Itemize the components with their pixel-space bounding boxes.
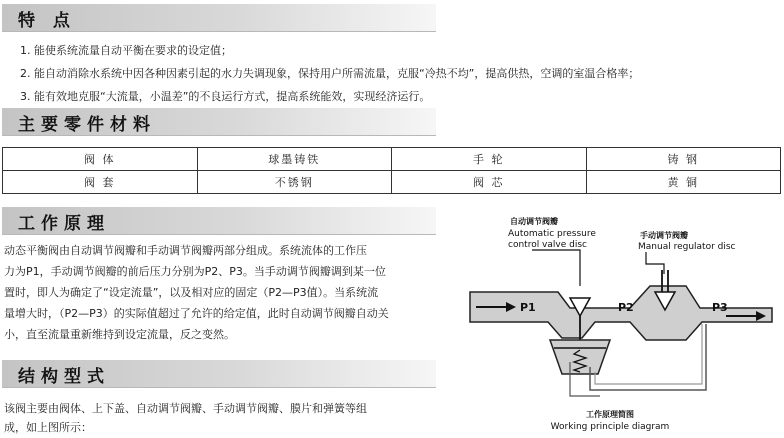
table-cell: 手 轮 [392,148,587,171]
table-cell: 不锈钢 [197,171,392,194]
working-principle-diagram [450,212,780,434]
principle-line-4: 量增大时，（P2—P3）的实际值超过了允许的给定值，此时自动调节阀瓣自动关 [4,307,389,320]
principle-line-3: 置时，即人为确定了“设定流量”，以及相对应的固定（P2—P3值）。当系统流 [4,286,379,299]
diagram-caption-en: Working principle diagram [550,422,670,432]
auto-disc-label-en-2: control valve disc [508,240,587,250]
table-cell: 黄 铜 [586,171,781,194]
feature-item-2: 2. 能自动消除水系统中因各种因素引起的水力失调现象，保持用户所需流量，克服“冷热不均”，提高供热，空调的室温合格率； [20,67,640,80]
structure-line-1: 该阀主要由阀体、上下盖、自动调节阀瓣、手动调节阀瓣、膜片和弹簧等组 [4,402,367,415]
manual-disc-label-en: Manual regulator disc [638,242,736,252]
structure-line-2: 成，如上图所示： [4,421,92,434]
auto-disc-label-cn: 自动调节阀瓣 [510,217,558,226]
manual-disc-label-cn: 手动调节阀瓣 [640,231,688,240]
features-title: 特 点 [18,11,76,31]
principle-header [2,207,436,235]
table-cell: 铸 钢 [586,148,781,171]
materials-header [2,108,436,136]
table-cell: 阀 体 [3,148,198,171]
auto-disc-label-en-1: Automatic pressure [508,229,596,239]
feature-item-1: 1. 能使系统流量自动平衡在要求的设定值； [20,44,232,57]
table-row [3,148,781,171]
table-cell: 阀 套 [3,171,198,194]
p1-label: P1 [520,301,536,314]
principle-line-1: 动态平衡阀由自动调节阀瓣和手动调节阀瓣两部分组成。系统流体的工作压 [4,244,367,257]
diaphragm-chamber [550,340,610,374]
principle-line-5: 小，直至流量重新维持到设定流量，反之变然。 [4,328,235,341]
materials-table [2,147,781,194]
p3-label: P3 [712,301,728,314]
materials-title: 主要零件材料 [18,115,156,135]
table-cell: 阀 芯 [392,171,587,194]
principle-line-2: 力为P1，手动调节阀瓣的前后压力分别为P2、P3。当手动调节阀瓣调到某一位 [4,265,386,278]
structure-header [2,360,436,388]
principle-title: 工作原理 [18,214,110,234]
table-row [3,171,781,194]
auto-disc-leader [532,250,580,286]
p2-label: P2 [618,301,634,314]
feature-item-3: 3. 能有效地克服“大流量，小温差”的不良运行方式，提高系统能效，实现经济运行。 [20,90,431,103]
structure-title: 结构型式 [18,367,110,387]
table-cell: 球墨铸铁 [197,148,392,171]
diagram-caption-cn: 工作原理简图 [586,410,634,419]
features-header [2,4,436,32]
